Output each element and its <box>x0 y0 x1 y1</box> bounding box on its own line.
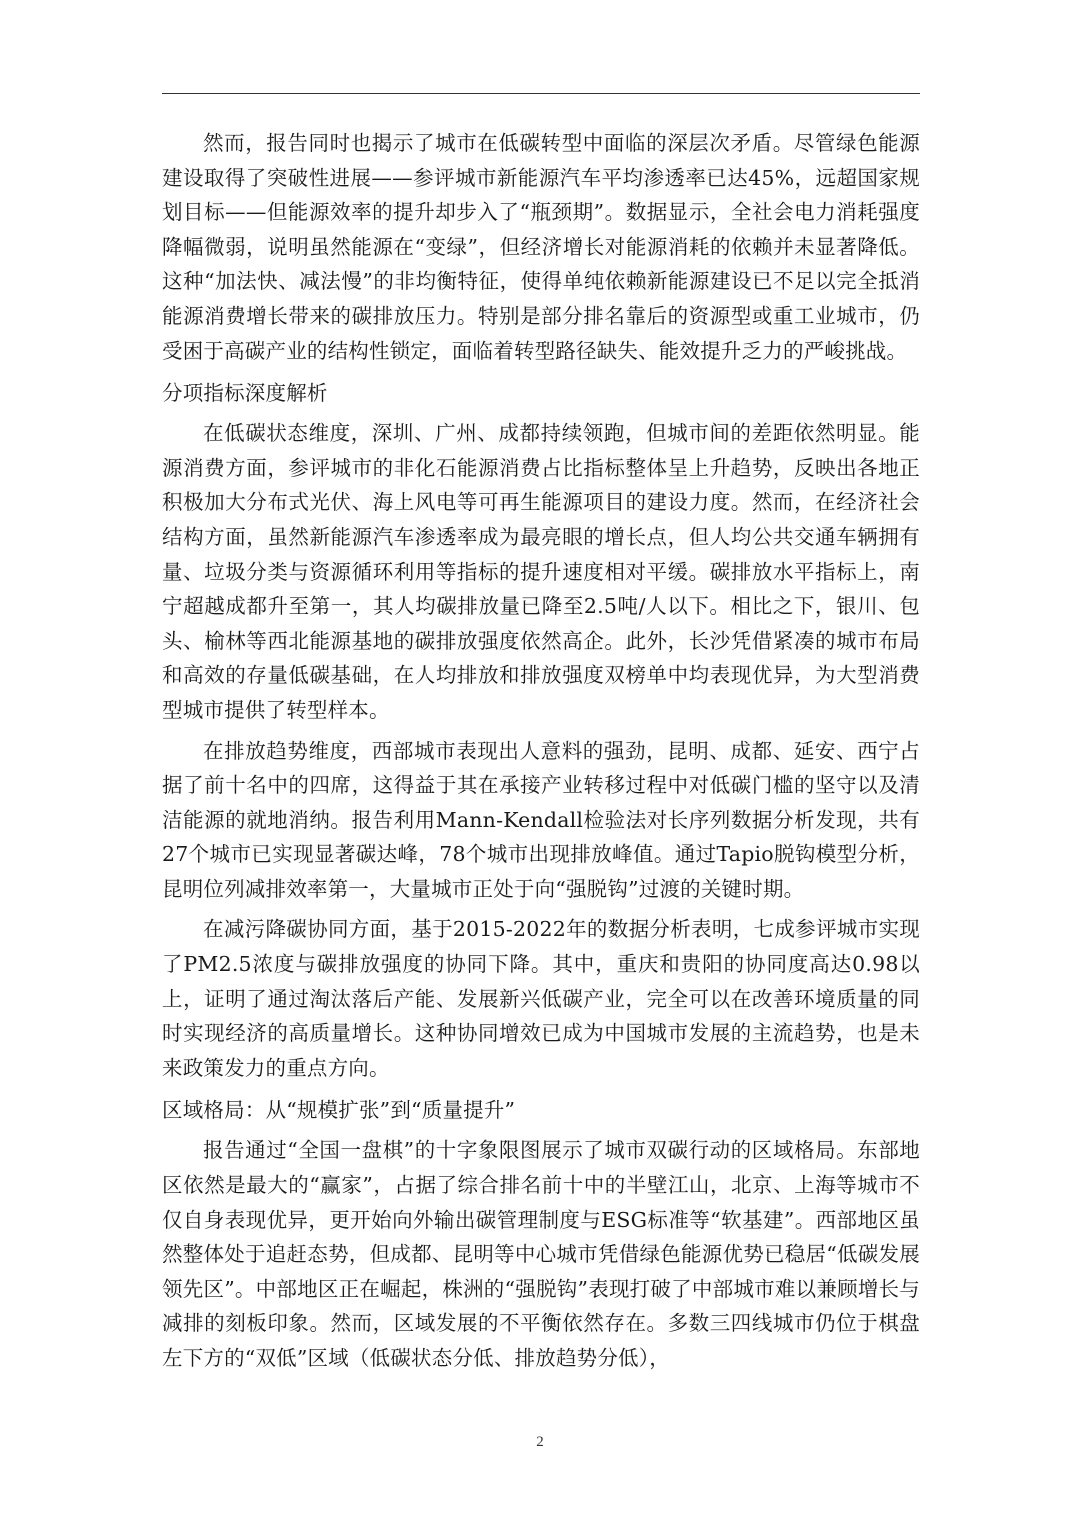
section-heading-indicators: 分项指标深度解析 <box>162 381 328 406</box>
page-number: 2 <box>536 1434 544 1450</box>
paragraph-regional-pattern: 报告通过“全国一盘棋”的十字象限图展示了城市双碳行动的区域格局。东部地区依然是最大的“赢家”，占据了综合排名前十中的半壁江山，北京、上海等城市不仅自身表现优异，更开始向外输出碳管理制度与ESG标准等“软基建”。西部地区虽然整体处于追赶态势，但成都、昆明等中心城市凭借绿色能源优势已稳居“低碳发展领先区”。中部地区正在崛起，株洲的“强脱钩”表现打破了中部城市难以兼顾增长与减排的刻板印象。然而，区域发展的不平衡依然存在。多数三四线城市仍位于棋盘左下方的“双低”区域（低碳状态分低、排放趋势分低）， <box>162 1138 920 1370</box>
section-heading-regional: 区域格局：从“规模扩张”到“质量提升” <box>162 1098 516 1123</box>
paragraph-contradictions: 然而，报告同时也揭示了城市在低碳转型中面临的深层次矛盾。尽管绿色能源建设取得了突破性进展——参评城市新能源汽车平均渗透率已达45%，远超国家规划目标——但能源效率的提升却步入了“瓶颈期”。数据显示，全社会电力消耗强度降幅微弱，说明虽然能源在“变绿”，但经济增长对能源消耗的依赖并未显著降低。这种“加法快、减法慢”的非均衡特征，使得单纯依赖新能源建设已不足以完全抵消能源消费增长带来的碳排放压力。特别是部分排名靠后的资源型或重工业城市，仍受困于高碳产业的结构性锁定，面临着转型路径缺失、能效提升乏力的严峻挑战。 <box>162 131 920 363</box>
header-rule <box>162 93 920 94</box>
paragraph-emission-trend: 在排放趋势维度，西部城市表现出人意料的强劲，昆明、成都、延安、西宁占据了前十名中的四席，这得益于其在承接产业转移过程中对低碳门槛的坚守以及清洁能源的就地消纳。报告利用Mann-Kendall检验法对长序列数据分析发现，共有27个城市已实现显著碳达峰，78个城市出现排放峰值。通过Tapio脱钩模型分析，昆明位列减排效率第一，大量城市正处于向“强脱钩”过渡的关键时期。 <box>162 738 920 901</box>
paragraph-low-carbon-status: 在低碳状态维度，深圳、广州、成都持续领跑，但城市间的差距依然明显。能源消费方面，参评城市的非化石能源消费占比指标整体呈上升趋势，反映出各地正积极加大分布式光伏、海上风电等可再生能源项目的建设力度。然而，在经济社会结构方面，虽然新能源汽车渗透率成为最亮眼的增长点，但人均公共交通车辆拥有量、垃圾分类与资源循环利用等指标的提升速度相对平缓。碳排放水平指标上，南宁超越成都升至第一，其人均碳排放量已降至2.5吨/人以下。相比之下，银川、包头、榆林等西北能源基地的碳排放强度依然高企。此外，长沙凭借紧凑的城市布局和高效的存量低碳基础，在人均排放和排放强度双榜单中均表现优异，为大型消费型城市提供了转型样本。 <box>162 421 920 722</box>
paragraph-pollution-carbon-synergy: 在减污降碳协同方面，基于2015-2022年的数据分析表明，七成参评城市实现了PM2.5浓度与碳排放强度的协同下降。其中，重庆和贵阳的协同度高达0.98以上，证明了通过淘汰落后产能、发展新兴低碳产业，完全可以在改善环境质量的同时实现经济的高质量增长。这种协同增效已成为中国城市发展的主流趋势，也是未来政策发力的重点方向。 <box>162 917 920 1080</box>
document-body <box>162 126 920 1376</box>
